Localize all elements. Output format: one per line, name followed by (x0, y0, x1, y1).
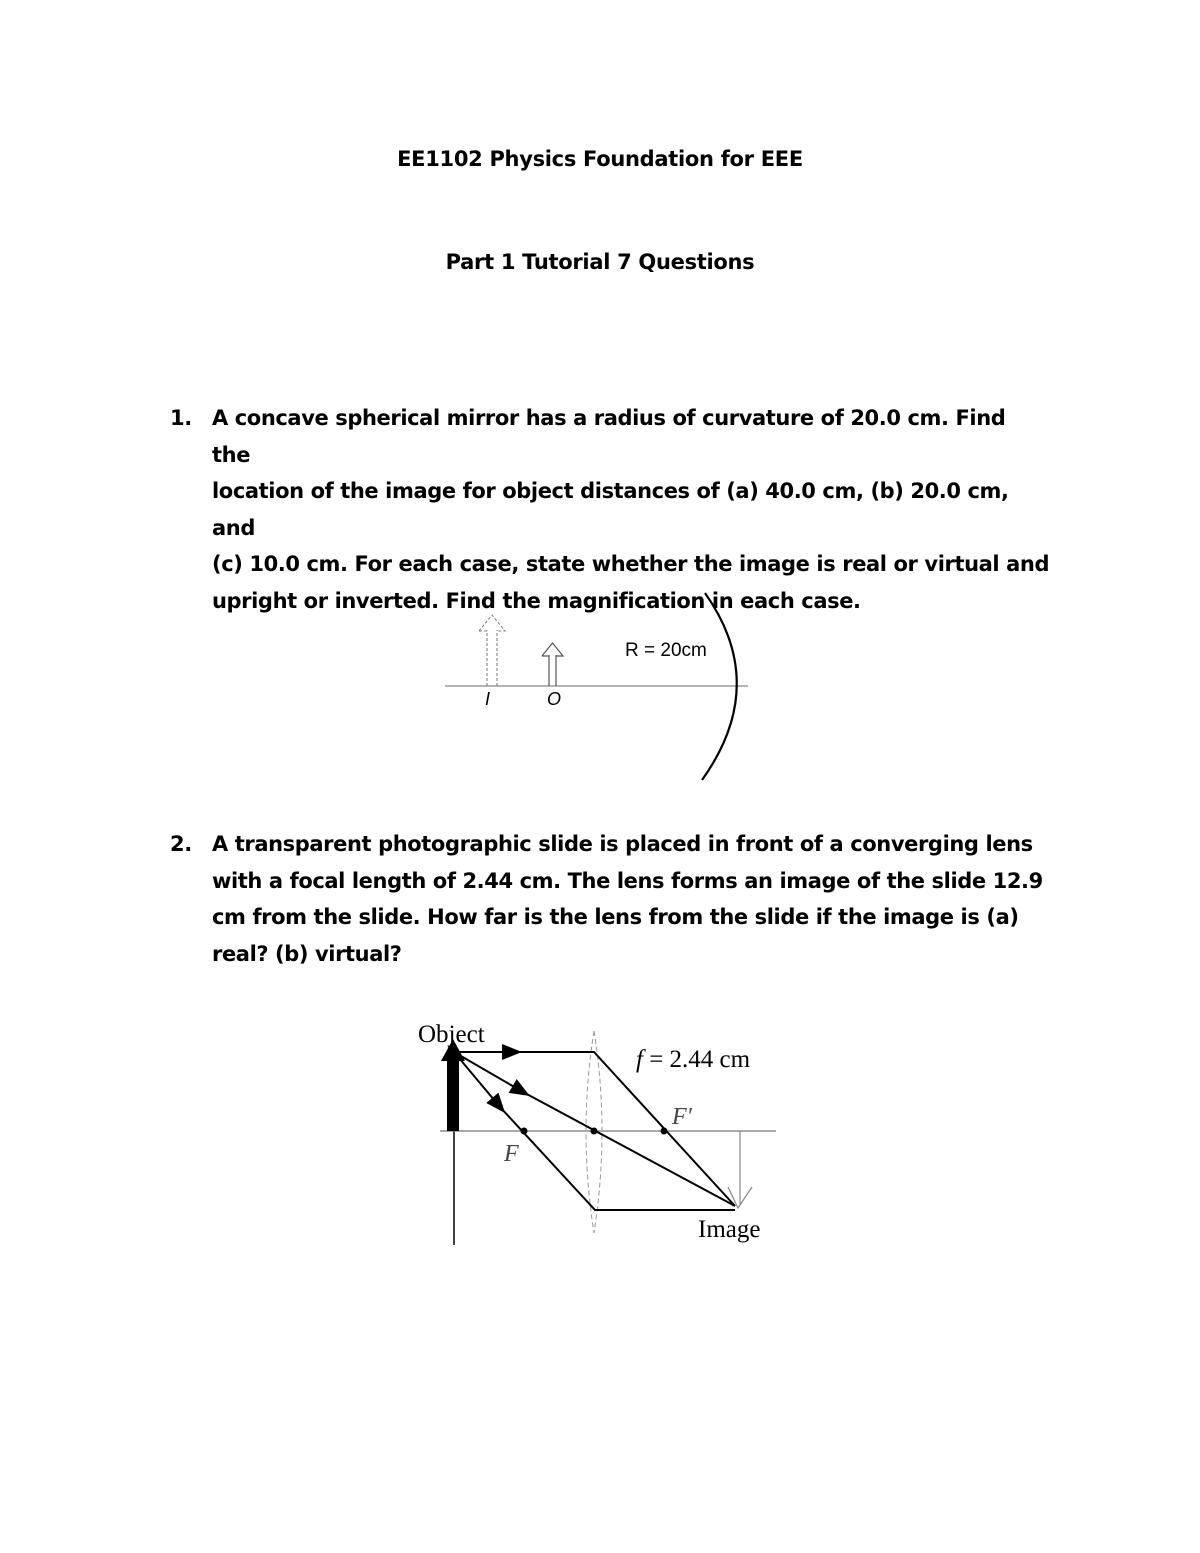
ray-through-f (500, 1107, 735, 1210)
focal-symbol: f (636, 1046, 643, 1073)
mirror-diagram (440, 585, 760, 790)
question-number: 1. (170, 406, 192, 430)
ray-center (523, 1092, 735, 1206)
lens-diagram (410, 1015, 790, 1250)
radius-label: R = 20cm (625, 640, 707, 661)
focal-value: = 2.44 cm (642, 1046, 751, 1073)
question-line: A transparent photographic slide is placed in front of a converging lens (212, 832, 1033, 856)
object-label: O (547, 689, 562, 709)
question-line: (c) 10.0 cm. For each case, state whether the image is real or virtual and (212, 552, 1050, 576)
ray-center-arrow (454, 1052, 523, 1092)
document-subtitle: Part 1 Tutorial 7 Questions (445, 250, 755, 274)
question-line: cm from the slide. How far is the lens from the slide if the image is (a) (212, 905, 1019, 929)
question-line: upright or inverted. Find the magnification in each case. (212, 588, 861, 613)
image-arrow (479, 615, 505, 686)
image-arrow (728, 1131, 752, 1208)
question-text (212, 826, 1050, 972)
image-label: I (485, 689, 491, 709)
ray-through-f-prime (514, 1052, 735, 1206)
question-line: with a focal length of 2.44 cm. The lens forms an image of the slide 12.9 (212, 868, 1043, 893)
question-line: real? (b) virtual? (212, 941, 402, 966)
f-label: F (504, 1141, 519, 1167)
question-line: location of the image for object distances of (a) 40.0 cm, (b) 20.0 cm, and (212, 479, 1009, 540)
focal-point-f (521, 1128, 528, 1135)
object-arrow (542, 643, 563, 686)
image-label: Image (698, 1216, 761, 1243)
lens-center-point (591, 1128, 598, 1135)
ray-through-f-arrow (454, 1052, 500, 1107)
object-label: Object (418, 1021, 485, 1048)
question-line: A concave spherical mirror has a radius of curvature of 20.0 cm. Find the (212, 406, 1006, 467)
focal-length-label (636, 1046, 751, 1073)
focal-point-f-prime (661, 1128, 668, 1135)
question-number: 2. (170, 832, 192, 856)
document-title: EE1102 Physics Foundation for EEE (397, 147, 803, 171)
f-prime-label: F′ (672, 1104, 692, 1130)
question-2 (170, 826, 1050, 972)
